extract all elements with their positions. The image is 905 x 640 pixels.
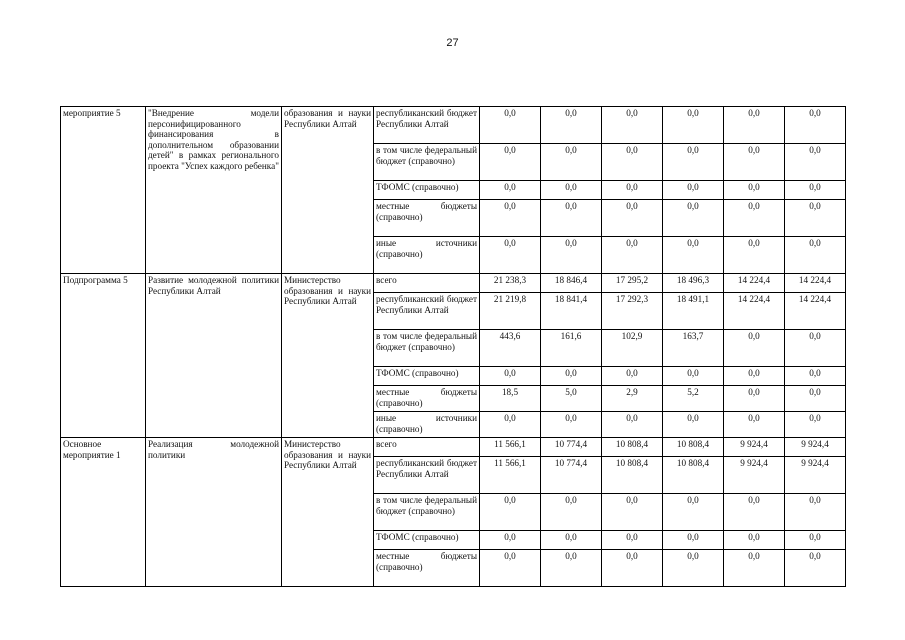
value-cell: 18 496,3 <box>663 274 724 293</box>
source-cell: всего <box>374 274 480 293</box>
table-row <box>61 438 846 457</box>
value-cell: 0,0 <box>480 200 541 237</box>
value-cell: 0,0 <box>724 181 785 200</box>
source-cell: республиканский бюджет Республики Алтай <box>374 107 480 144</box>
source-cell: ТФОМС (справочно) <box>374 531 480 550</box>
executor-cell: образования и науки Республики Алтай <box>282 107 374 274</box>
source-cell: республиканский бюджет Республики Алтай <box>374 293 480 330</box>
value-cell: 0,0 <box>663 550 724 587</box>
value-cell: 17 295,2 <box>602 274 663 293</box>
source-cell: ТФОМС (справочно) <box>374 367 480 386</box>
value-cell: 11 566,1 <box>480 438 541 457</box>
value-cell: 10 808,4 <box>602 438 663 457</box>
value-cell: 0,0 <box>785 200 846 237</box>
value-cell: 0,0 <box>663 367 724 386</box>
row-title-cell: "Внедрение модели персонифицированного финансирования в дополнительном образовании детей" в рамках регионального проекта "Успех каждого ребенка" <box>146 107 282 274</box>
value-cell: 0,0 <box>663 531 724 550</box>
value-cell: 0,0 <box>480 494 541 531</box>
value-cell: 0,0 <box>785 494 846 531</box>
value-cell: 0,0 <box>785 237 846 274</box>
value-cell: 0,0 <box>724 107 785 144</box>
value-cell: 0,0 <box>602 494 663 531</box>
value-cell: 0,0 <box>663 144 724 181</box>
value-cell: 0,0 <box>541 550 602 587</box>
value-cell: 0,0 <box>602 412 663 438</box>
value-cell: 14 224,4 <box>724 274 785 293</box>
value-cell: 0,0 <box>724 237 785 274</box>
value-cell: 0,0 <box>541 494 602 531</box>
value-cell: 0,0 <box>785 181 846 200</box>
value-cell: 0,0 <box>541 181 602 200</box>
value-cell: 0,0 <box>541 531 602 550</box>
page-number: 27 <box>446 37 459 49</box>
value-cell: 0,0 <box>785 531 846 550</box>
value-cell: 10 808,4 <box>602 457 663 494</box>
value-cell: 9 924,4 <box>724 438 785 457</box>
value-cell: 14 224,4 <box>785 274 846 293</box>
value-cell: 0,0 <box>602 237 663 274</box>
value-cell: 18 841,4 <box>541 293 602 330</box>
value-cell: 18,5 <box>480 386 541 412</box>
source-cell: всего <box>374 438 480 457</box>
value-cell: 0,0 <box>724 494 785 531</box>
value-cell: 0,0 <box>480 107 541 144</box>
source-cell: местные бюджеты (справочно) <box>374 200 480 237</box>
value-cell: 0,0 <box>602 550 663 587</box>
table-row <box>61 274 846 293</box>
value-cell: 0,0 <box>724 330 785 367</box>
value-cell: 0,0 <box>541 367 602 386</box>
source-cell: в том числе федеральный бюджет (справочно) <box>374 494 480 531</box>
value-cell: 0,0 <box>602 144 663 181</box>
source-cell: в том числе федеральный бюджет (справочно) <box>374 330 480 367</box>
value-cell: 0,0 <box>602 200 663 237</box>
value-cell: 10 774,4 <box>541 457 602 494</box>
value-cell: 0,0 <box>480 144 541 181</box>
value-cell: 0,0 <box>663 237 724 274</box>
value-cell: 0,0 <box>724 144 785 181</box>
source-cell: ТФОМС (справочно) <box>374 181 480 200</box>
value-cell: 10 774,4 <box>541 438 602 457</box>
value-cell: 161,6 <box>541 330 602 367</box>
value-cell: 10 808,4 <box>663 438 724 457</box>
value-cell: 0,0 <box>480 412 541 438</box>
source-cell: местные бюджеты (справочно) <box>374 550 480 587</box>
value-cell: 0,0 <box>724 386 785 412</box>
value-cell: 14 224,4 <box>785 293 846 330</box>
value-cell: 10 808,4 <box>663 457 724 494</box>
value-cell: 0,0 <box>541 144 602 181</box>
value-cell: 0,0 <box>663 181 724 200</box>
value-cell: 0,0 <box>724 412 785 438</box>
row-name-cell: Подпрограмма 5 <box>61 274 146 438</box>
row-title-cell: Развитие молодежной политики Республики Алтай <box>146 274 282 438</box>
value-cell: 0,0 <box>785 367 846 386</box>
row-name-cell: мероприятие 5 <box>61 107 146 274</box>
value-cell: 102,9 <box>602 330 663 367</box>
value-cell: 21 238,3 <box>480 274 541 293</box>
value-cell: 0,0 <box>785 107 846 144</box>
value-cell: 0,0 <box>602 181 663 200</box>
value-cell: 0,0 <box>785 330 846 367</box>
table-row <box>61 107 846 144</box>
value-cell: 2,9 <box>602 386 663 412</box>
executor-cell: Министерство образования и науки Республики Алтай <box>282 438 374 587</box>
value-cell: 0,0 <box>602 531 663 550</box>
source-cell: местные бюджеты (справочно) <box>374 386 480 412</box>
value-cell: 18 846,4 <box>541 274 602 293</box>
value-cell: 0,0 <box>541 237 602 274</box>
value-cell: 0,0 <box>785 386 846 412</box>
value-cell: 0,0 <box>724 531 785 550</box>
value-cell: 0,0 <box>785 144 846 181</box>
value-cell: 0,0 <box>663 494 724 531</box>
value-cell: 17 292,3 <box>602 293 663 330</box>
value-cell: 0,0 <box>663 200 724 237</box>
value-cell: 9 924,4 <box>785 457 846 494</box>
value-cell: 0,0 <box>724 367 785 386</box>
value-cell: 9 924,4 <box>724 457 785 494</box>
value-cell: 0,0 <box>541 200 602 237</box>
value-cell: 0,0 <box>480 181 541 200</box>
value-cell: 0,0 <box>785 550 846 587</box>
value-cell: 5,0 <box>541 386 602 412</box>
value-cell: 0,0 <box>724 200 785 237</box>
row-name-cell: Основное мероприятие 1 <box>61 438 146 587</box>
financing-table <box>60 106 846 587</box>
value-cell: 5,2 <box>663 386 724 412</box>
value-cell: 0,0 <box>663 107 724 144</box>
value-cell: 0,0 <box>541 107 602 144</box>
row-title-cell: Реализация молодежной политики <box>146 438 282 587</box>
value-cell: 11 566,1 <box>480 457 541 494</box>
source-cell: иные источники (справочно) <box>374 412 480 438</box>
executor-cell: Министерство образования и науки Республики Алтай <box>282 274 374 438</box>
value-cell: 0,0 <box>480 237 541 274</box>
value-cell: 18 491,1 <box>663 293 724 330</box>
value-cell: 0,0 <box>480 531 541 550</box>
value-cell: 0,0 <box>724 550 785 587</box>
source-cell: в том числе федеральный бюджет (справочно) <box>374 144 480 181</box>
value-cell: 0,0 <box>785 412 846 438</box>
value-cell: 0,0 <box>602 107 663 144</box>
value-cell: 9 924,4 <box>785 438 846 457</box>
value-cell: 163,7 <box>663 330 724 367</box>
value-cell: 0,0 <box>602 367 663 386</box>
value-cell: 443,6 <box>480 330 541 367</box>
source-cell: иные источники (справочно) <box>374 237 480 274</box>
value-cell: 21 219,8 <box>480 293 541 330</box>
value-cell: 0,0 <box>480 367 541 386</box>
source-cell: республиканский бюджет Республики Алтай <box>374 457 480 494</box>
value-cell: 0,0 <box>663 412 724 438</box>
value-cell: 0,0 <box>480 550 541 587</box>
value-cell: 0,0 <box>541 412 602 438</box>
value-cell: 14 224,4 <box>724 293 785 330</box>
